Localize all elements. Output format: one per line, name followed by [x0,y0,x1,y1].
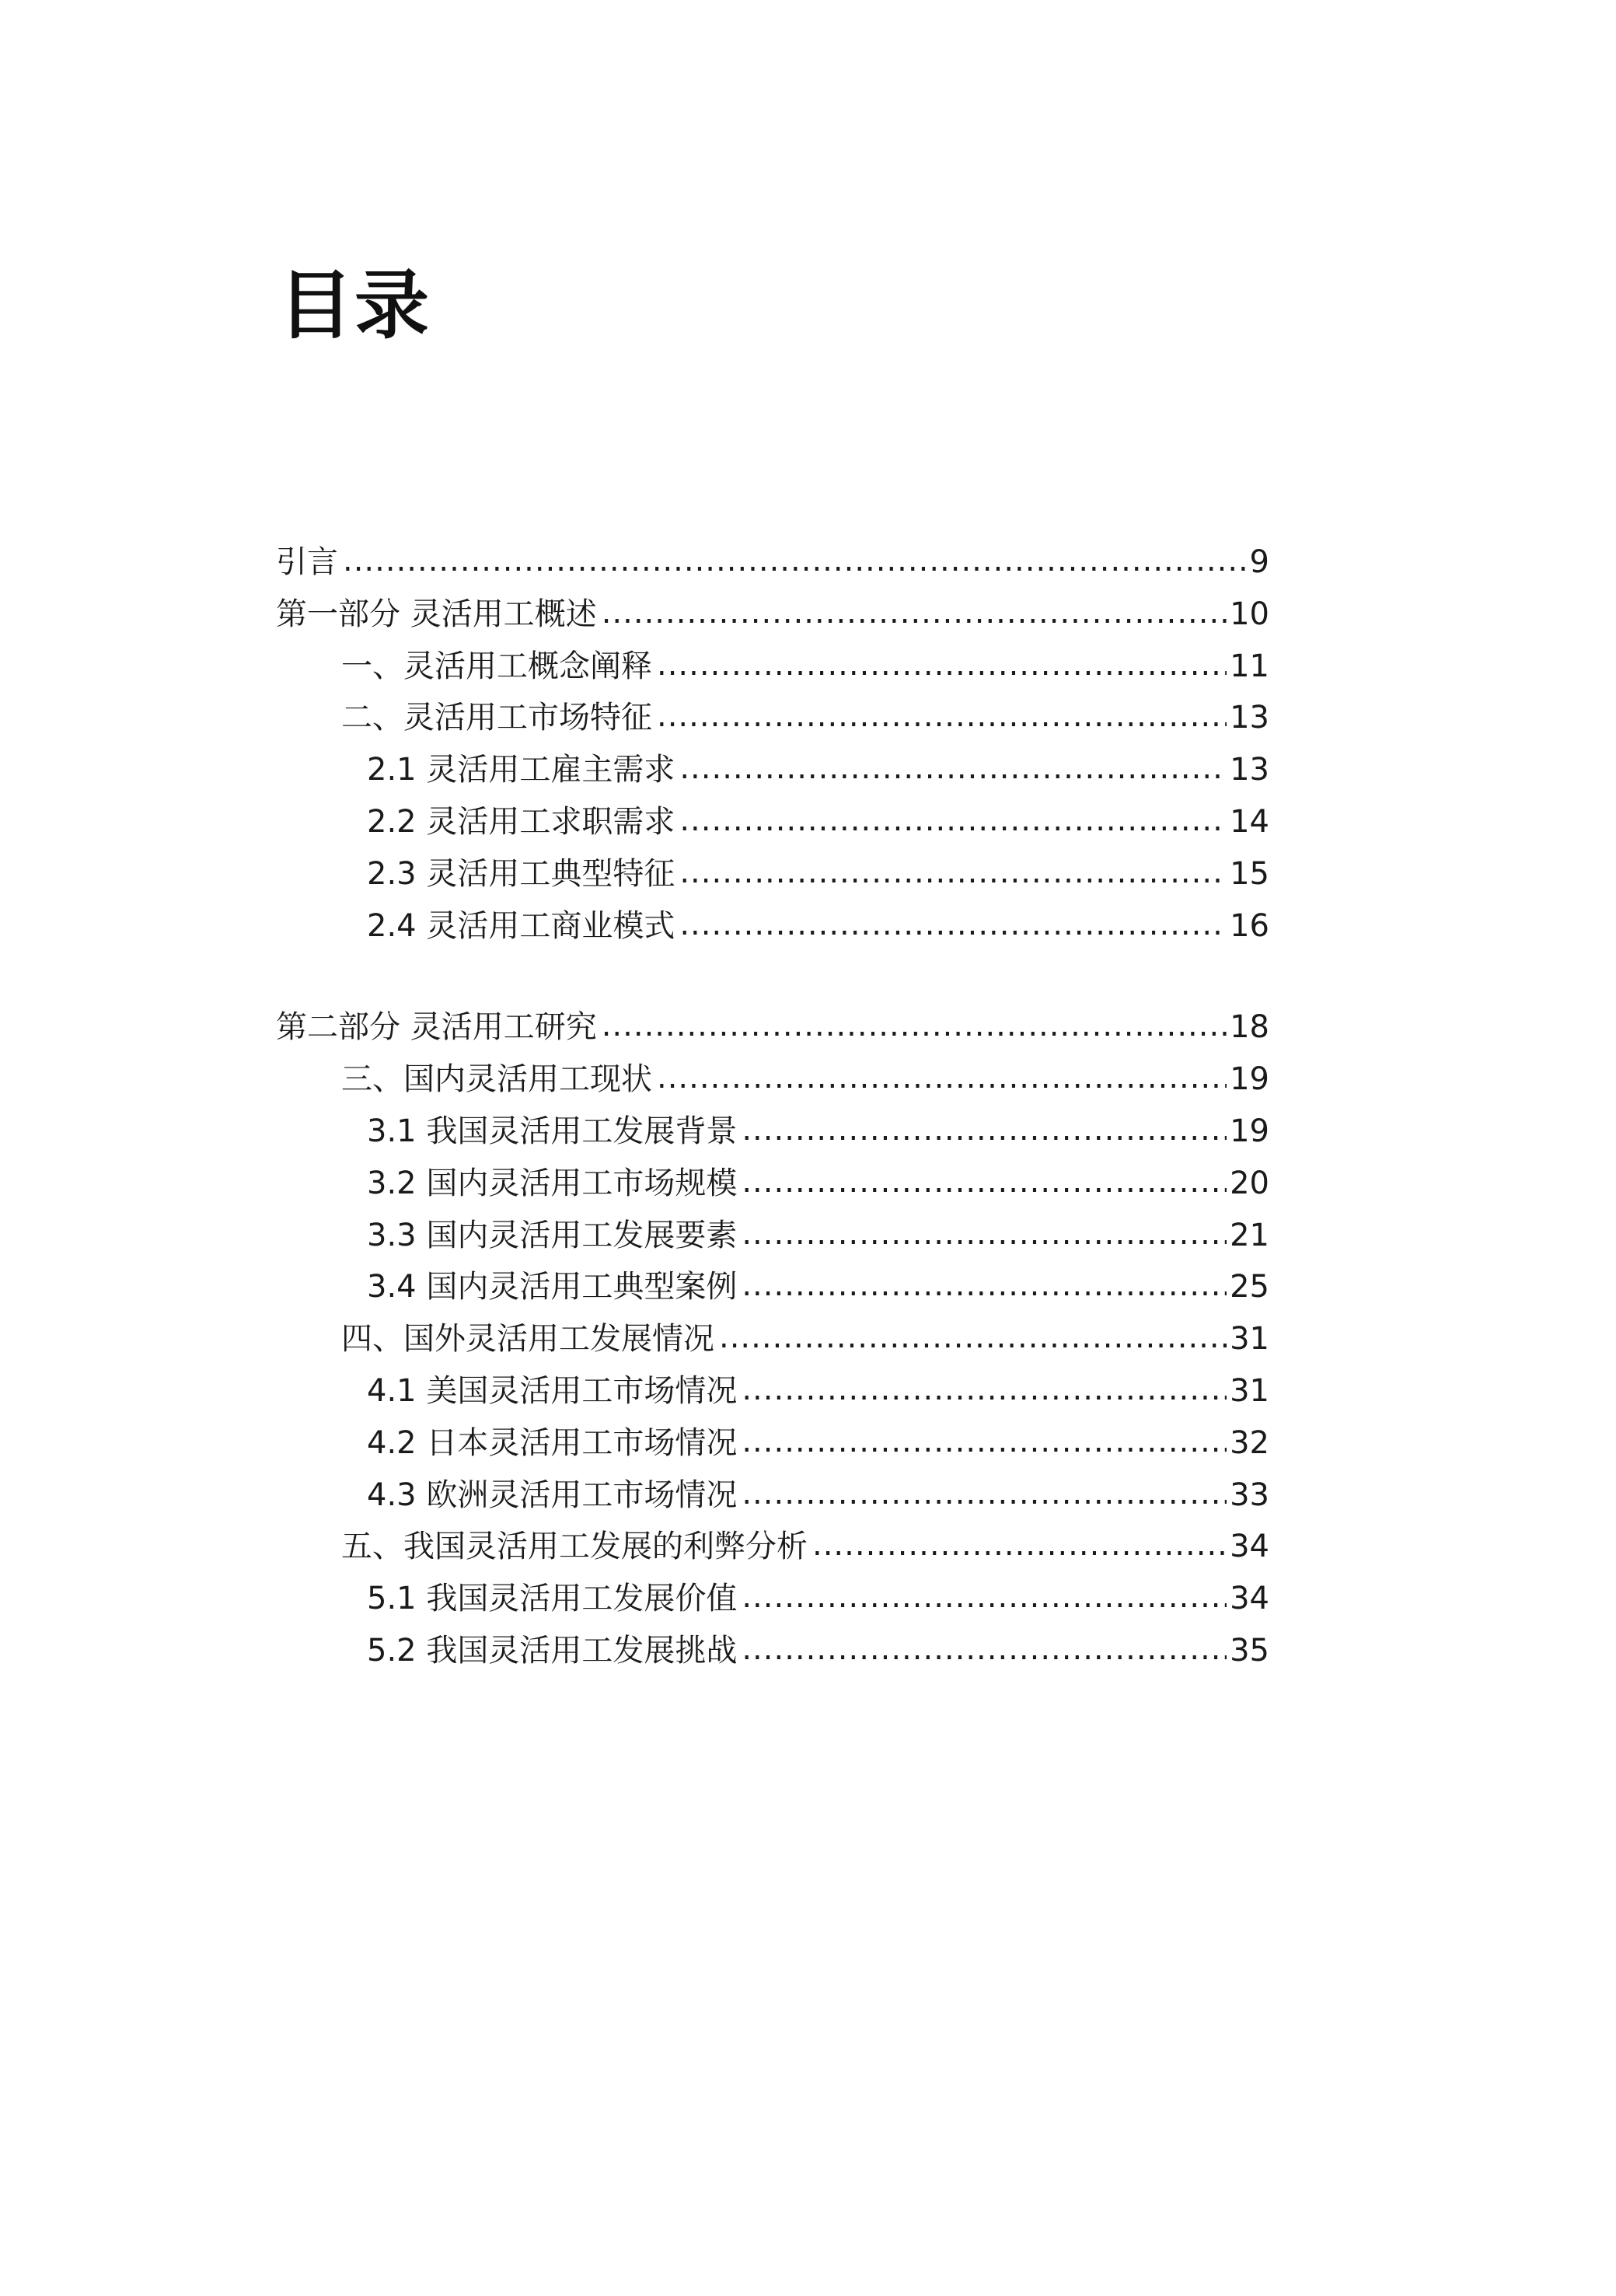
toc-entry-label: 第一部分 灵活用工概述 [276,596,597,632]
dot-leader [679,899,1227,951]
dot-leader [657,639,1227,691]
toc-entry-label: 3.1 我国灵活用工发展背景 [367,1113,738,1149]
toc-page-number: 13 [1230,700,1269,736]
dot-leader [602,587,1227,639]
toc-entry-part-2[interactable] [276,1001,1269,1054]
toc-entry-section-3-1[interactable] [276,1106,1269,1158]
toc-entry-chapter-1[interactable] [276,641,1269,693]
toc-entry-label: 3.3 国内灵活用工发展要素 [367,1217,738,1253]
toc-entry-section-3-3[interactable] [276,1210,1269,1262]
toc-page-number: 33 [1230,1476,1269,1513]
dot-leader [742,1364,1227,1416]
toc-page-number: 9 [1249,544,1269,580]
dot-leader [742,1623,1227,1676]
dot-leader [812,1519,1227,1571]
toc-page-number: 19 [1230,1061,1269,1098]
dot-leader [742,1571,1227,1623]
toc-page-number: 19 [1230,1113,1269,1149]
page-title: 目录 [278,262,431,349]
dot-leader [742,1156,1227,1208]
toc-entry-label: 三、国内灵活用工现状 [341,1061,652,1098]
toc-entry-label: 3.2 国内灵活用工市场规模 [367,1165,738,1201]
dot-leader [679,743,1227,795]
toc-page-number: 14 [1230,803,1269,840]
dot-leader [742,1468,1227,1520]
toc-entry-label: 二、灵活用工市场特征 [341,700,652,736]
toc-entry-section-5-2[interactable] [276,1625,1269,1677]
toc-entry-label: 3.4 国内灵活用工典型案例 [367,1269,738,1305]
dot-leader [343,535,1247,587]
dot-leader [742,1104,1227,1156]
toc-entry-label: 2.1 灵活用工雇主需求 [367,752,675,788]
toc-entry-label: 4.2 日本灵活用工市场情况 [367,1424,738,1461]
dot-leader [657,690,1227,743]
toc-entry-section-4-1[interactable] [276,1365,1269,1417]
dot-leader [742,1416,1227,1468]
toc-entry-intro[interactable] [276,536,1269,589]
toc-page-number: 10 [1230,596,1269,632]
toc-entry-section-2-4[interactable] [276,900,1269,952]
toc-page-number: 32 [1230,1424,1269,1461]
toc-entry-section-2-3[interactable] [276,848,1269,900]
toc-entry-label: 4.1 美国灵活用工市场情况 [367,1372,738,1409]
toc-page-number: 31 [1230,1372,1269,1409]
toc-page-number: 13 [1230,752,1269,788]
toc-entry-label: 4.3 欧洲灵活用工市场情况 [367,1476,738,1513]
toc-page-number: 15 [1230,855,1269,892]
toc-entry-chapter-2[interactable] [276,692,1269,744]
toc-entry-chapter-5[interactable] [276,1521,1269,1573]
toc-page-number: 34 [1230,1529,1269,1565]
toc-entry-section-4-3[interactable] [276,1470,1269,1522]
toc-entry-section-4-2[interactable] [276,1417,1269,1470]
toc-page-number: 11 [1230,648,1269,684]
toc-page-number: 18 [1230,1009,1269,1046]
toc-entry-label: 一、灵活用工概念阐释 [341,648,652,684]
toc-entry-part-1[interactable] [276,589,1269,641]
toc-entry-section-5-1[interactable] [276,1573,1269,1625]
toc-page-number: 20 [1230,1165,1269,1201]
dot-leader [719,1312,1227,1364]
toc-entry-section-3-2[interactable] [276,1158,1269,1210]
toc-entry-label: 2.3 灵活用工典型特征 [367,855,675,892]
dot-leader [657,1052,1227,1104]
dot-leader [679,847,1227,899]
toc-entry-label: 2.4 灵活用工商业模式 [367,907,675,944]
dot-leader [742,1208,1227,1260]
toc-entry-chapter-4[interactable] [276,1313,1269,1365]
toc-entry-section-3-4[interactable] [276,1261,1269,1313]
toc-entry-section-2-1[interactable] [276,744,1269,796]
toc-entry-chapter-3[interactable] [276,1054,1269,1106]
toc-page-number: 21 [1230,1217,1269,1253]
toc-page-number: 35 [1230,1632,1269,1669]
toc-page-number: 25 [1230,1269,1269,1305]
toc-entry-section-2-2[interactable] [276,796,1269,848]
toc-entry-label: 2.2 灵活用工求职需求 [367,803,675,840]
toc-entry-label: 第二部分 灵活用工研究 [276,1009,597,1046]
dot-leader [679,795,1227,847]
toc-page-number: 16 [1230,907,1269,944]
toc-entry-label: 五、我国灵活用工发展的利弊分析 [341,1529,808,1565]
dot-leader [602,1000,1227,1052]
toc-entry-label: 5.1 我国灵活用工发展价值 [367,1581,738,1617]
toc-entry-label: 引言 [276,544,338,580]
toc-page-number: 31 [1230,1321,1269,1358]
dot-leader [742,1260,1227,1312]
table-of-contents [276,536,1269,1677]
toc-page-number: 34 [1230,1581,1269,1617]
toc-entry-label: 四、国外灵活用工发展情况 [341,1321,714,1358]
toc-entry-label: 5.2 我国灵活用工发展挑战 [367,1632,738,1669]
